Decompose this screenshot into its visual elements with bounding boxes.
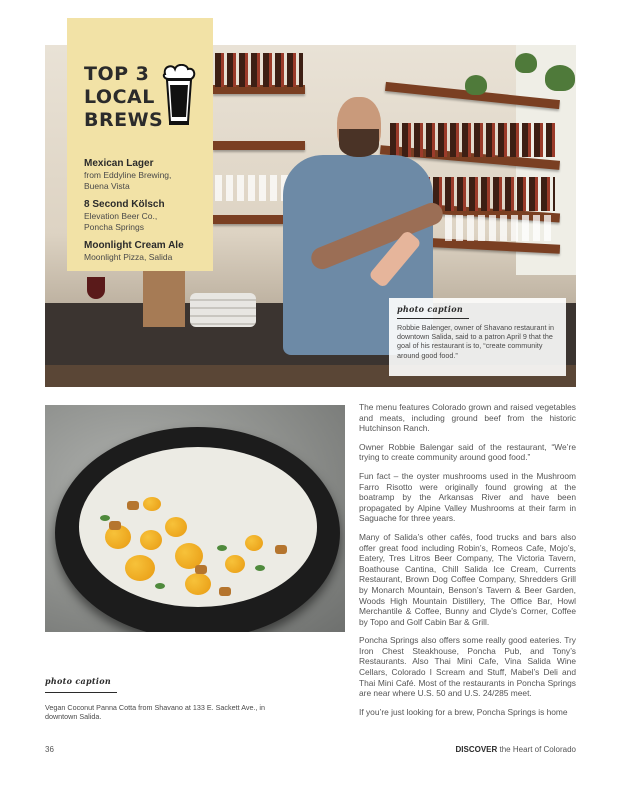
body-paragraph: Fun fact – the oyster mushrooms used in the Mushroom Farro Risotto were originally found growing at the boatramp by the Arkansas River and have been propagated by Alpine Valley Mushrooms at their farm in Saguache for three years.: [359, 470, 576, 524]
brew-source: Moonlight Pizza, Salida: [84, 252, 173, 262]
fruit-drop: [140, 530, 162, 550]
caption-label: photo caption: [45, 676, 111, 686]
article-body: [359, 402, 576, 728]
top3-box: [67, 18, 213, 271]
footer-title: [455, 745, 576, 754]
fruit-drop: [245, 535, 263, 551]
hero-caption: [389, 298, 566, 376]
crumble: [109, 521, 121, 530]
herb-leaf: [217, 545, 227, 551]
bottles: [390, 123, 555, 157]
dessert-caption: [45, 676, 275, 721]
body-paragraph: If you’re just looking for a brew, Poncha Springs is home: [359, 706, 568, 717]
brew-source: from Eddyline Brewing, Buena Vista: [84, 170, 172, 191]
caption-text: Vegan Coconut Panna Cotta from Shavano at 133 E. Sackett Ave., in downtown Salida.: [45, 703, 266, 722]
crumble: [195, 565, 207, 574]
caption-rule: [397, 318, 469, 319]
brew-name: 8 Second Kölsch: [84, 199, 165, 210]
plant: [545, 65, 575, 91]
top3-heading: TOP 3 LOCAL BREWS: [84, 63, 164, 131]
caption-label: photo caption: [397, 304, 463, 314]
wine-glass: [87, 277, 105, 299]
brew-item: [84, 199, 209, 232]
footer-tagline: the Heart of Colorado: [497, 745, 576, 754]
bottles: [215, 53, 303, 87]
fruit-drop: [185, 573, 211, 595]
plant: [515, 53, 537, 73]
brew-name: Moonlight Cream Ale: [84, 240, 184, 251]
shelf: [213, 141, 305, 150]
bartender-beard: [339, 129, 379, 157]
footer-brand: DISCOVER: [455, 745, 498, 754]
body-paragraph: The menu features Colorado grown and raised vegetables and meats, including ground beef from the historic Hutchinson Ranch.: [359, 402, 576, 434]
body-paragraph: Poncha Springs also offers some really good eateries. Try Iron Chest Steakhouse, Poncha Pub, and Tony’s Restaurants. Also Thai Mini Cafe, Vina Salida Wine Cellars, Colorado I Scream and Stuff, Mabel’s Deli and Thai Mini Café. Most of the restaurants in Poncha Springs are near where U.S. 50 and U.S. 24/285 meet.: [359, 635, 576, 699]
fruit-drop: [165, 517, 187, 537]
dessert-photo: [45, 405, 345, 632]
page-number: 36: [45, 745, 54, 754]
paper-bag: [143, 271, 185, 327]
body-paragraph: Owner Robbie Balengar said of the restaurant, “We’re trying to create community around good food.”: [359, 441, 576, 463]
glasses: [445, 215, 555, 241]
fruit-drop: [225, 555, 245, 573]
brew-name: Mexican Lager: [84, 158, 154, 169]
fruit-drop: [125, 555, 155, 581]
herb-leaf: [255, 565, 265, 571]
brew-list: [84, 158, 209, 271]
crumble: [127, 501, 139, 510]
caption-rule: [45, 692, 117, 693]
crumble: [219, 587, 231, 596]
plant: [465, 75, 487, 95]
body-paragraph: Many of Salida’s other cafés, food trucks and bars also offer great food including Robin’s, Romeos Cafe, Mojo’s, Eatery, Tres Litros Beer Company, The Victoria Tavern, Boathouse Cantina, Chill Salida Ice Cream, Currents Restaurant, Brown Dog Coffee Company, Shredders Grill by Monarch Mountain, Benson’s Tavern & Beer Garden, Woods High Mountain Distillery, The Office Bar, Howl Merchantile & Coffee, Bunny and Clyde’s Corner, Coffee by Topo and Golf Cabin Bar & Grill.: [359, 531, 576, 627]
brew-item: [84, 158, 209, 191]
beer-mug-icon: [161, 64, 197, 126]
brew-item: [84, 240, 209, 263]
crumble: [275, 545, 287, 554]
stacked-bowls: [190, 293, 256, 327]
caption-text: Robbie Balenger, owner of Shavano restaurant in downtown Salida, said to a patron April 9 that the goal of his restaurant is to, “create community around good food.”: [397, 323, 555, 360]
brew-source: Elevation Beer Co., Poncha Springs: [84, 211, 158, 232]
herb-leaf: [155, 583, 165, 589]
fruit-drop: [143, 497, 161, 511]
herb-leaf: [100, 515, 110, 521]
